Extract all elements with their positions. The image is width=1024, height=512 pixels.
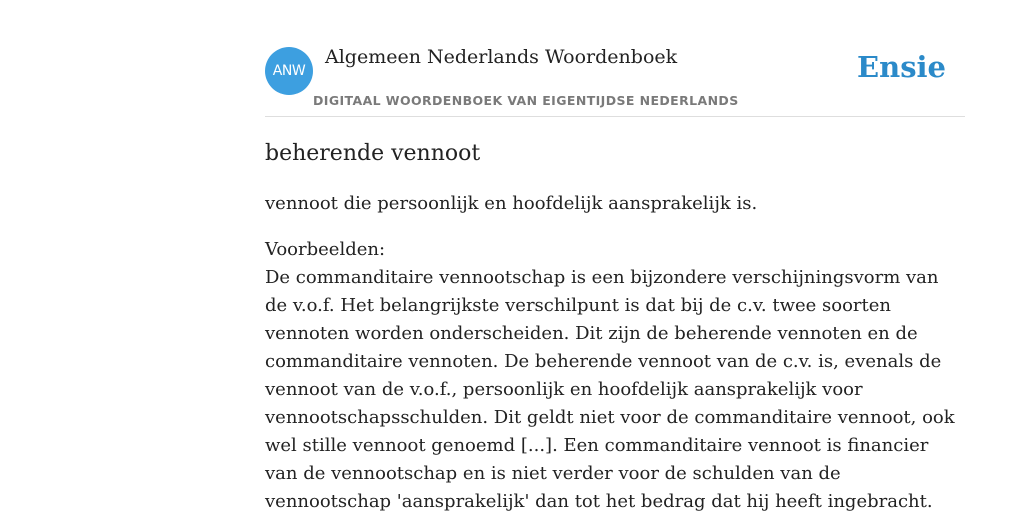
dictionary-title: Algemeen Nederlands Woordenboek — [325, 46, 678, 68]
dictionary-subtitle: DIGITAAL WOORDENBOEK VAN EIGENTIJDSE NEDERLANDS — [313, 93, 739, 108]
dictionary-header — [265, 46, 965, 117]
example-text: De commanditaire vennootschap is een bijzondere verschijningsvorm van de v.o.f. Het belangrijkste verschilpunt is dat bij de c.v. twee soorten vennoten worden onderscheiden. Dit zijn de beherende vennoten en de commanditaire vennoten. De beherende vennoot van de c.v. is, evenals de vennoot van de v.o.f., persoonlijk en hoofdelijk aansprakelijk voor vennootschapsschulden. Dit geldt niet voor de commanditaire vennoot, ook wel stille vennoot genoemd [...]. Een commanditaire vennoot is financier van de vennootschap en is niet verder voor de schulden van de vennootschap 'aansprakelijk' dan tot het bedrag dat hij heeft ingebracht. — [265, 267, 955, 512]
entry-headword: beherende vennoot — [265, 141, 481, 166]
anw-logo[interactable]: ANW — [265, 47, 313, 95]
ensie-logo-link[interactable]: Ensie — [857, 50, 946, 84]
entry-definition: vennoot die persoonlijk en hoofdelijk aansprakelijk is. — [265, 193, 758, 214]
entry-examples — [265, 236, 965, 512]
examples-label: Voorbeelden: — [265, 239, 386, 260]
entry-content — [265, 138, 965, 512]
